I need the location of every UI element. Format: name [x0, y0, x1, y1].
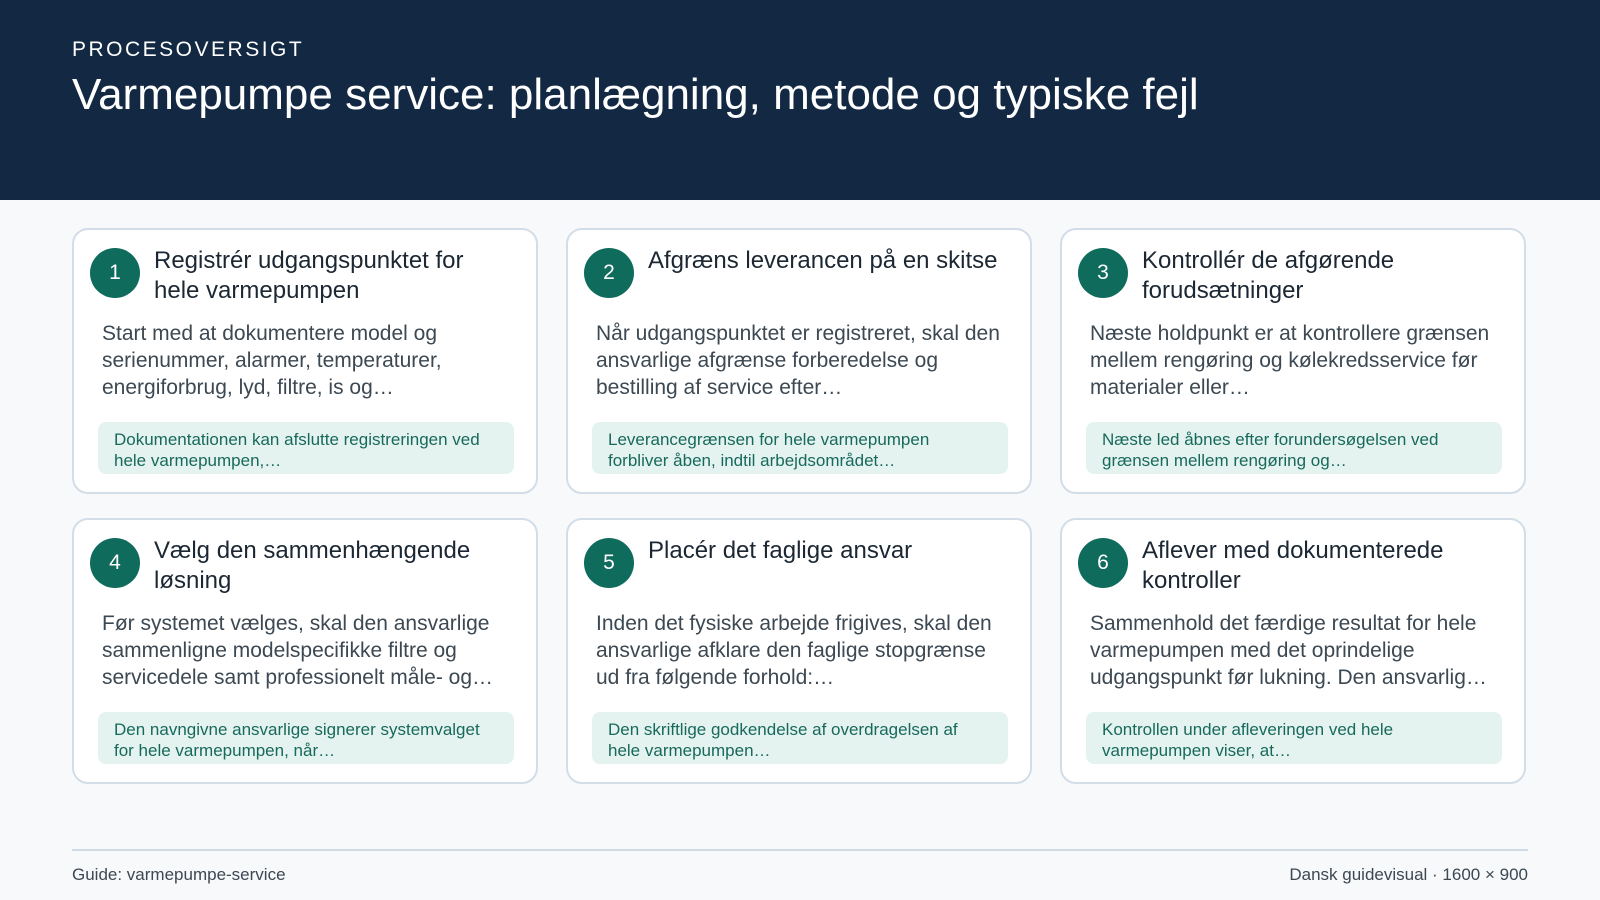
step-card-1 — [72, 228, 538, 494]
step-card-4 — [72, 518, 538, 784]
step-number-badge: 5 — [584, 538, 634, 588]
step-title: Aflever med dokumenterede kontroller — [1142, 537, 1444, 594]
footer-guide-label: Guide: varmepumpe-service — [72, 865, 286, 884]
step-note: Leverancegrænsen for hele varmepumpen forbliver åben, indtil arbejdsområdet… — [592, 422, 1008, 474]
step-description: Før systemet vælges, skal den ansvarlige sammenligne modelspecifikke filtre og servicedele samt professionelt måle- og… — [102, 612, 494, 689]
step-note: Næste led åbnes efter forundersøgelsen ved grænsen mellem rengøring og… — [1086, 422, 1502, 474]
step-title: Kontrollér de afgørende forudsætninger — [1142, 247, 1395, 304]
page-title: Varmepumpe service: planlægning, metode og typiske fejl — [72, 70, 1199, 119]
step-card-5 — [566, 518, 1032, 784]
footer-meta-label: Dansk guidevisual · 1600 × 900 — [1289, 865, 1528, 884]
step-note: Dokumentationen kan afslutte registreringen ved hele varmepumpen,… — [98, 422, 514, 474]
step-card-header — [1078, 246, 1500, 306]
step-number-badge: 4 — [90, 538, 140, 588]
step-note: Den navngivne ansvarlige signerer systemvalget for hele varmepumpen, når… — [98, 712, 514, 764]
step-number-badge: 3 — [1078, 248, 1128, 298]
step-number-badge: 2 — [584, 248, 634, 298]
step-number-badge: 1 — [90, 248, 140, 298]
eyebrow-label: PROCESOVERSIGT — [72, 38, 305, 61]
header-banner — [0, 0, 1600, 200]
step-number-badge: 6 — [1078, 538, 1128, 588]
step-card-grid — [72, 228, 1526, 784]
step-card-header — [1078, 536, 1500, 596]
step-note: Den skriftlige godkendelse af overdragelsen af hele varmepumpen… — [592, 712, 1008, 764]
step-card-3 — [1060, 228, 1526, 494]
step-description: Næste holdpunkt er at kontrollere grænsen mellem rengøring og kølekredsservice før materialer eller… — [1090, 322, 1490, 399]
step-card-6 — [1060, 518, 1526, 784]
step-card-header — [90, 536, 512, 596]
step-title: Placér det faglige ansvar — [648, 537, 913, 564]
step-card-header — [584, 246, 1006, 306]
footer-divider — [72, 849, 1528, 851]
step-description: Start med at dokumentere model og serienummer, alarmer, temperaturer, energiforbrug, lyd, filtre, is og… — [102, 322, 442, 399]
step-card-header — [584, 536, 1006, 596]
step-description: Sammenhold det færdige resultat for hele varmepumpen med det oprindelige udgangspunkt før lukning. Den ansvarlig… — [1090, 612, 1487, 689]
step-card-header — [90, 246, 512, 306]
step-description: Når udgangspunktet er registreret, skal den ansvarlige afgrænse forberedelse og bestilling af service efter… — [596, 322, 1000, 399]
step-title: Vælg den sammenhængende løsning — [154, 537, 471, 594]
step-note: Kontrollen under afleveringen ved hele varmepumpen viser, at… — [1086, 712, 1502, 764]
step-title: Afgræns leverancen på en skitse — [648, 247, 998, 274]
step-description: Inden det fysiske arbejde frigives, skal den ansvarlige afklare den faglige stopgrænse ud fra følgende forhold:… — [596, 612, 992, 689]
step-card-2 — [566, 228, 1032, 494]
step-title: Registrér udgangspunktet for hele varmepumpen — [154, 247, 464, 304]
